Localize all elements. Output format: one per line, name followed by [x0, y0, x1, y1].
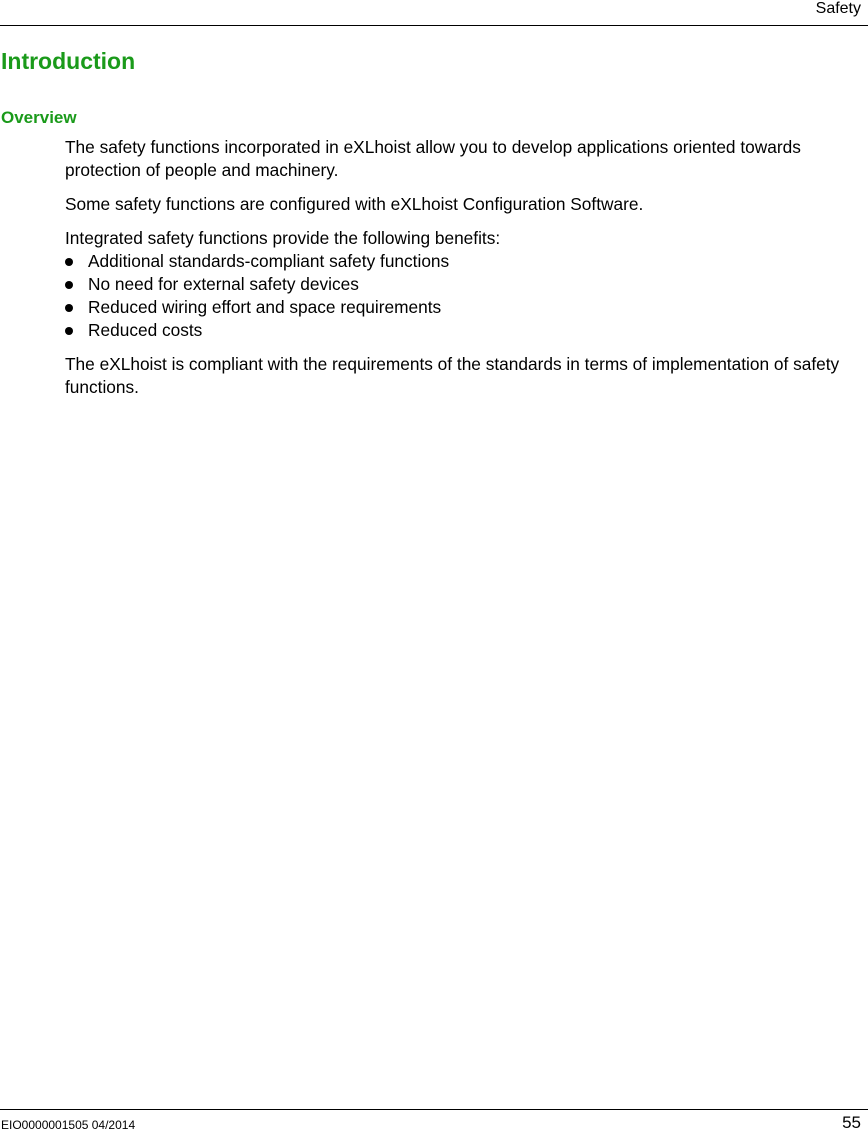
bullet-icon: [65, 327, 73, 335]
list-item-text: Reduced wiring effort and space requirements: [88, 297, 442, 317]
bullet-icon: [65, 281, 73, 289]
footer-doc-reference: EIO0000001505 04/2014: [1, 1118, 136, 1132]
header-section-name: Safety: [815, 0, 861, 17]
subsection-title: Overview: [1, 108, 77, 127]
bullet-icon: [65, 304, 73, 312]
benefits-list: [65, 250, 865, 342]
list-item: [65, 273, 865, 296]
list-item-text: Additional standards-compliant safety functions: [88, 251, 450, 271]
list-item-text: Reduced costs: [88, 320, 203, 340]
intro-paragraph: The safety functions incorporated in eXLhoist allow you to develop applications oriented towards protection of people and machinery.: [65, 137, 801, 180]
bullet-icon: [65, 258, 73, 266]
list-item: [65, 296, 865, 319]
overview-content: [65, 136, 865, 399]
footer-page-number: 55: [842, 1113, 861, 1132]
compliance-paragraph: The eXLhoist is compliant with the requirements of the standards in terms of implementation of safety functions.: [65, 354, 840, 397]
list-item: [65, 250, 865, 273]
benefits-lead-paragraph: Integrated safety functions provide the following benefits:: [65, 228, 501, 248]
config-paragraph: Some safety functions are configured with eXLhoist Configuration Software.: [65, 194, 644, 214]
list-item: [65, 319, 865, 342]
running-header: [0, 0, 868, 26]
running-footer: [0, 1109, 868, 1130]
chapter-title: Introduction: [1, 48, 136, 74]
list-item-text: No need for external safety devices: [88, 274, 359, 294]
